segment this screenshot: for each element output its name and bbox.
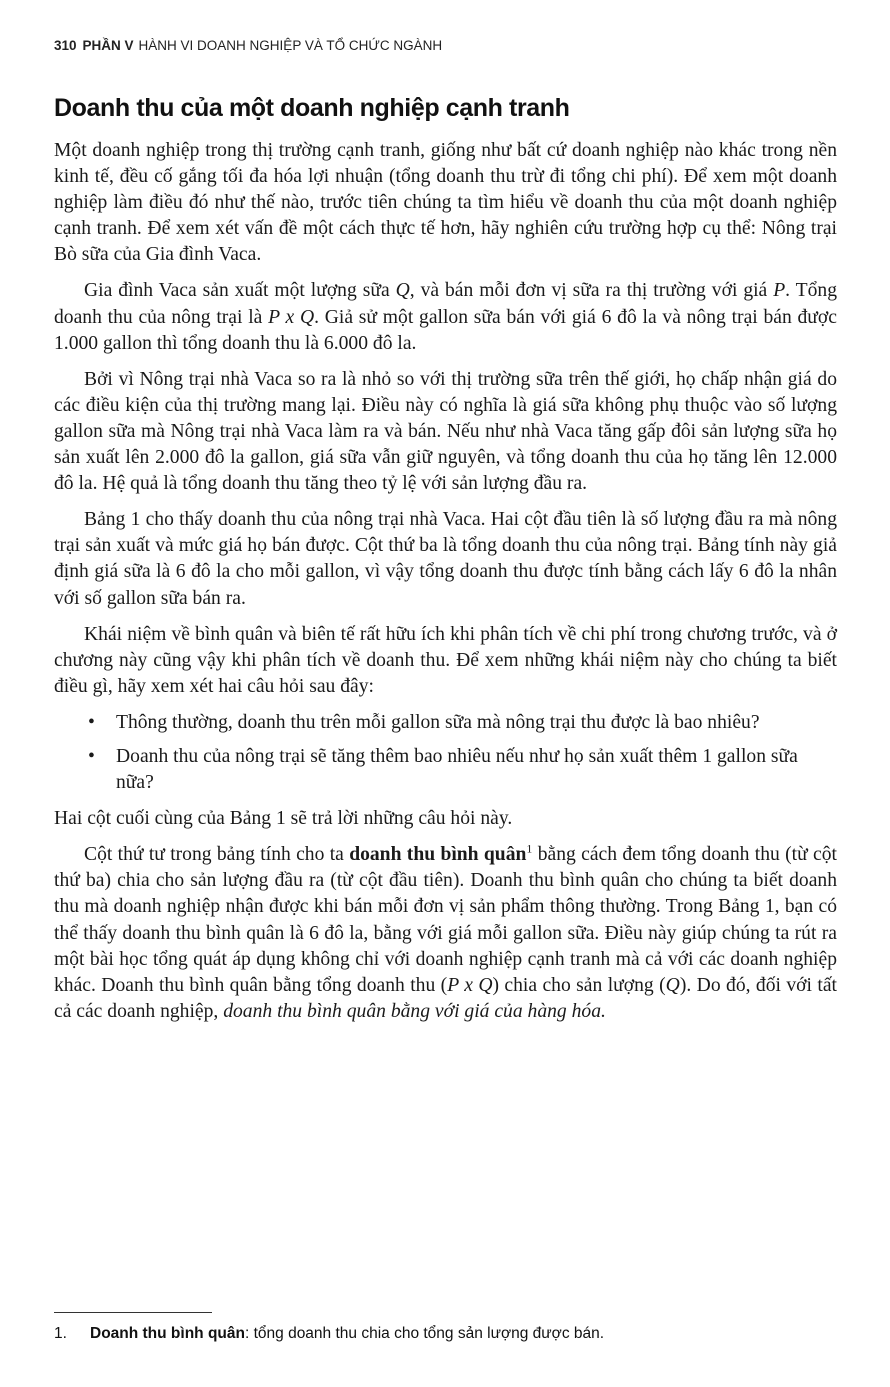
text-run: ). Do đó, đối với tất cả các doanh nghiệp, [54, 974, 837, 1022]
question-list [54, 710, 837, 796]
footnote-text: : tổng doanh thu chia cho tổng sản lượng được bán. [244, 1325, 605, 1342]
footnote-term: Doanh thu bình quân [90, 1325, 245, 1342]
text-run: Gia đình Vaca sản xuất một lượng sữa [84, 280, 396, 302]
bullet-glyph: • [88, 711, 95, 733]
text-run: . Giả sử một gallon sữa bán với giá 6 đô la và nông trại bán được 1.000 gallon thì tổng doanh thu là 6.000 đô la. [54, 306, 837, 354]
footnote-marker[interactable]: 1 [526, 841, 533, 856]
italic-conclusion: doanh thu bình quân bằng với giá của hàng hóa. [223, 1000, 606, 1022]
list-item-text: Thông thường, doanh thu trên mỗi gallon sữa mà nông trại thu được là bao nhiêu? [116, 711, 760, 733]
paragraph-4: Bảng 1 cho thấy doanh thu của nông trại nhà Vaca. Hai cột đầu tiên là số lượng đầu ra mà nông trại sản xuất và mức giá họ bán được. Cột thứ ba là tổng doanh thu của nông trại. Bảng tính này giả định giá sữa là 6 đô la cho mỗi gallon, vì vậy tổng doanh thu được tính bằng cách lấy 6 đô la nhân với số gallon sữa bán ra. [54, 509, 837, 609]
list-item-text: Doanh thu của nông trại sẽ tăng thêm bao nhiêu nếu như họ sản xuất thêm 1 gallon sữa nữa? [116, 745, 798, 794]
body-text [54, 138, 837, 1035]
footnote-divider [54, 1312, 212, 1313]
bold-term: doanh thu bình quân [349, 844, 527, 866]
italic-q: Q [665, 974, 680, 996]
list-item [54, 710, 837, 736]
text-run: . Tổng doanh thu của nông trại là [54, 280, 837, 328]
part-label: PHẦN V [82, 38, 134, 53]
paragraph-1: Một doanh nghiệp trong thị trường cạnh tranh, giống như bất cứ doanh nghiệp nào khác trong nền kinh tế, đều cố gắng tối đa hóa lợi nhuận (tổng doanh thu trừ đi tổng chi phí). Để xem một doanh nghiệp làm điều đó như thế nào, trước tiên chúng ta tìm hiểu về doanh thu của một doanh nghiệp cạnh tranh. Để xem xét vấn đề một cách thực tế hơn, hãy nghiên cứu trường hợp cụ thể: Nông trại Bò sữa của Gia đình Vaca. [54, 140, 837, 266]
bullet-glyph: • [88, 745, 95, 767]
italic-pxq: P x Q [268, 306, 315, 328]
paragraph-6: Hai cột cuối cùng của Bảng 1 sẽ trả lời những câu hỏi này. [54, 808, 513, 830]
footnote-number: 1. [54, 1325, 67, 1342]
paragraph-3: Bởi vì Nông trại nhà Vaca so ra là nhỏ so với thị trường sữa trên thế giới, họ chấp nhận giá do các điều kiện của thị trường mang lại. Điều này có nghĩa là giá sữa không phụ thuộc vào số lượng gallon sữa mà Nông trại nhà Vaca làm ra và bán. Nếu như nhà Vaca tăng gấp đôi sản lượng sữa họ sản xuất lên 2.000 đô la gallon, giá sữa vẫn giữ nguyên, và tổng doanh thu của họ tăng lên 12.000 đô la. Hệ quả là tổng doanh thu tăng theo tỷ lệ với sản lượng đầu ra. [54, 368, 837, 495]
section-title: Doanh thu của một doanh nghiệp cạnh tranh [54, 94, 570, 122]
paragraph-7 [54, 842, 837, 1025]
footnote [54, 1325, 604, 1343]
list-item [54, 744, 837, 796]
text-run: bằng cách đem tổng doanh thu (từ cột thứ ba) chia cho sản lượng đầu ra (từ cột đầu tiên). Doanh thu bình quân cho chúng ta biết doanh thu mà doanh nghiệp nhận được khi bán mỗi đơn vị sản phẩm thông thường. Trong Bảng 1, bạn có thể thấy doanh thu bình quân là 6 đô la, bằng với giá mỗi gallon sữa. Điều này giúp chúng ta rút ra một bài học tổng quát áp dụng không chỉ với doanh nghiệp cạnh tranh mà cả với các doanh nghiệp khác. Doanh thu bình quân bằng tổng doanh thu ( [54, 844, 837, 996]
paragraph-2 [54, 278, 837, 356]
page-number: 310 [54, 38, 77, 53]
italic-p: P [773, 280, 786, 302]
text-run: ) chia cho sản lượng ( [492, 974, 666, 996]
text-run: , và bán mỗi đơn vị sữa ra thị trường với giá [409, 280, 774, 302]
italic-q: Q [395, 280, 410, 302]
italic-pxq: P x Q [447, 974, 493, 996]
running-header [54, 38, 442, 53]
text-run: Cột thứ tư trong bảng tính cho ta [84, 844, 350, 866]
part-title: HÀNH VI DOANH NGHIỆP VÀ TỔ CHỨC NGÀNH [138, 38, 443, 53]
paragraph-5: Khái niệm về bình quân và biên tế rất hữu ích khi phân tích về chi phí trong chương trước, và ở chương này cũng vậy khi phân tích về doanh thu. Để xem những khái niệm này cho chúng ta biết điều gì, hãy xem xét hai câu hỏi sau đây: [54, 623, 837, 697]
